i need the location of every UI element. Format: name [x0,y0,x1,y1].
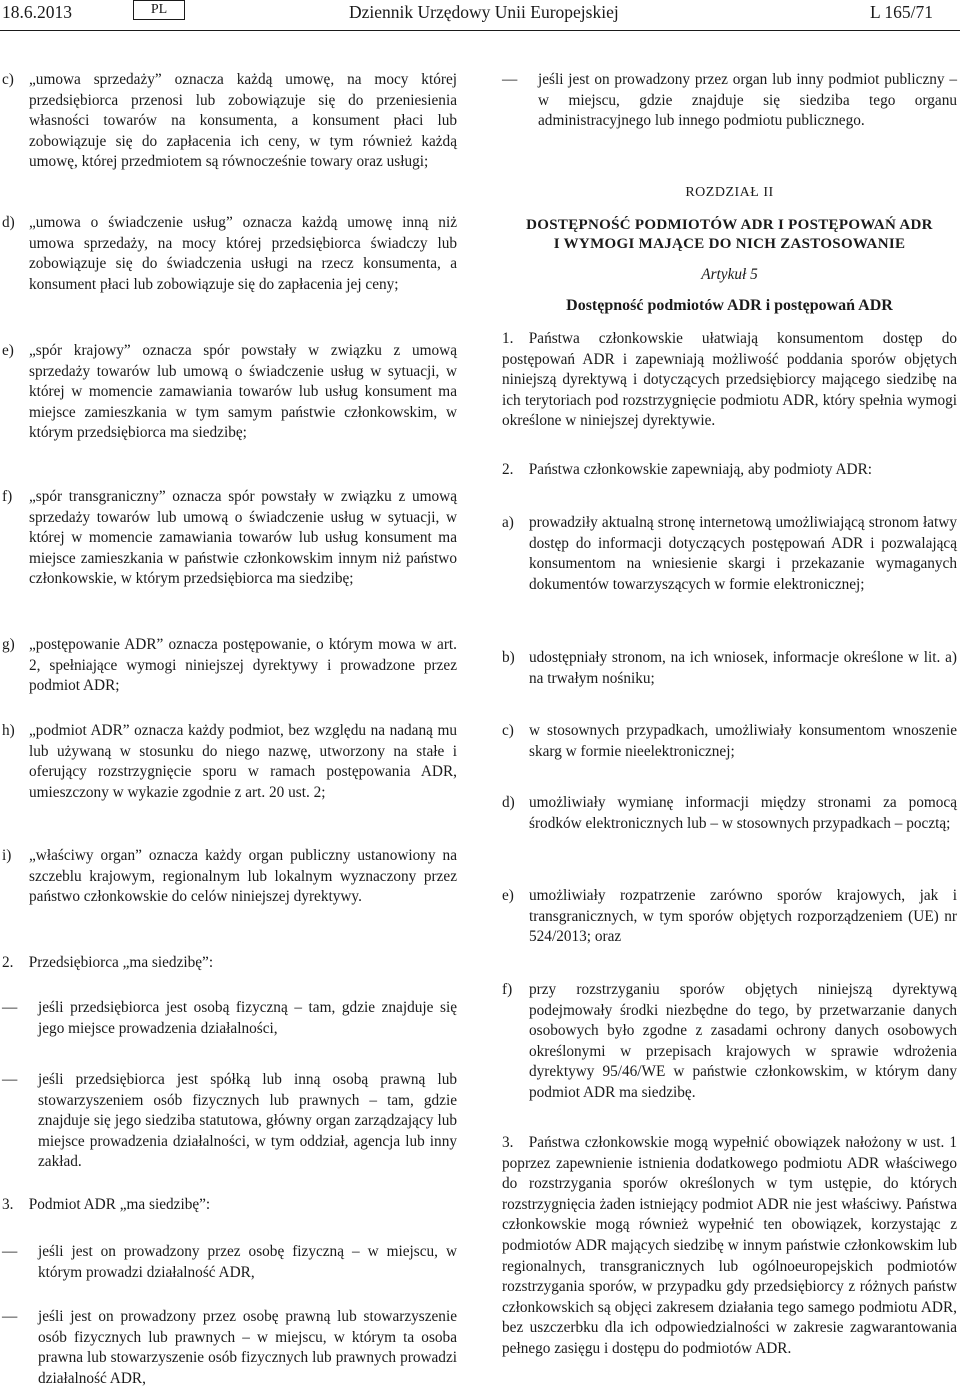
header-rule [0,30,960,31]
item-text: „postępowanie ADR” oznacza postępowanie, o którym mowa w art. 2, spełniające wymogi niniejszej dyrektywy i prowadzone przez podmiot ADR; [29,636,457,695]
article-title: Dostępność podmiotów ADR i postępowań ADR [566,297,893,314]
paragraph-2 [2,953,457,974]
dash-item [2,1070,457,1173]
item-text: „umowa o świadczenie usług” oznacza każdą umowę inną niż umowa sprzedaży, na mocy której przedsiębiorca świadczy lub zobowiązuje się do świadczenia usługi na rzecz konsumenta, a konsument płaci lub zobowiązuje się do zapłacenia jej ceny; [29,214,457,293]
paragraph-3 [502,1133,957,1360]
definition-g [2,635,457,697]
item-text: „spór transgraniczny” oznacza spór powstały w związku z umową sprzedaży towarów lub umową o świadczenie usług w sytuacji, w której w momencie zamawiania towarów lub usług konsument ma miejsce zamieszkania w państwie członkowskim innym niż państwo członkowskie, w którym przedsiębiorca ma siedzibę; [29,488,457,588]
dash-text: jeśli jest on prowadzony przez osobę fizyczną – w miejscu, w którym prowadzi działalność ADR, [38,1243,457,1281]
item-text: umożliwiały wymianę informacji między stronami za pomocą środków elektronicznych lub – w stosownych przypadkach – pocztą; [529,794,957,832]
dash-text: jeśli przedsiębiorca jest spółką lub inną osobą prawną lub stowarzyszeniem osób fizycznych lub prawnych – tam, gdzie znajduje się jego siedziba statutowa, główny organ zarządzający lub miejsce prowadzenia działalności, w tym oddział, agencja lub inny zakład. [38,1071,457,1171]
dash-item [2,998,457,1039]
dash-marker: — [502,71,518,88]
item-label: b) [502,649,515,666]
dash-marker: — [2,1308,18,1325]
dash-text: jeśli przedsiębiorca jest osobą fizyczną – tam, gdzie znajduje się jego miejsce prowadzenia działalności, [38,999,457,1037]
item-label: h) [2,722,15,739]
paragraph-text: 2. Przedsiębiorca „ma siedzibę”: [2,954,214,971]
dash-marker: — [2,1243,18,1260]
definition-h [2,721,457,803]
list-item-b [502,648,957,689]
item-label: c) [2,71,14,88]
dash-item [502,70,957,132]
paragraph-text: 1. Państwa członkowskie ułatwiają konsumentom dostęp do postępowań ADR i zapewniają możliwość poddania sporów objętych niniejszą dyrektywą i dotyczących przedsiębiorcy mającego siedzibę na ich terytoriach pod rozstrzygnięcie podmiotu ADR, który spełnia wymogi określone w niniejszej dyrektywie. [502,330,957,430]
dash-text: jeśli jest on prowadzony przez osobę prawną lub stowarzyszenie osób fizycznych lub prawnych – w miejscu, w którym ta osoba prawna lub stowarzyszenie osób fizycznych lub prawnych prowadzi działalność ADR, [38,1308,457,1387]
item-label: e) [502,887,514,904]
page-number: L 165/71 [870,2,934,22]
header-date: 18.6.2013 [2,2,72,22]
paragraph-2 [502,460,957,481]
page-header [0,0,960,34]
item-label: a) [502,514,514,531]
item-text: „spór krajowy” oznacza spór powstały w związku z umową sprzedaży towarów lub umową o świadczenie usług w sytuacji, w której w momencie zamawiania towarów lub usług konsument ma miejsce zamieszkania w tym samym państwie członkowskim, w którym przedsiębiorca ma siedzibę; [29,342,457,442]
item-label: d) [502,794,515,811]
item-text: przy rozstrzyganiu sporów objętych niniejszą dyrektywą podejmowały środki niezbędne do tego, by przetwarzanie danych osobowych było zgodne z zasadami ochrony danych osobowych określonymi w przepisach krajowych w sprawie wdrożenia dyrektywy 95/46/WE w państwie członkowskim, w którym dany podmiot ADR ma siedzibę. [529,981,957,1101]
list-item-e [502,886,957,948]
list-item-f [502,980,957,1104]
paragraph-text: 2. Państwa członkowskie zapewniają, aby podmioty ADR: [502,461,873,478]
item-text: udostępniały stronom, na ich wniosek, informacje określone w lit. a) na trwałym nośniku; [529,649,957,687]
definition-c [2,70,457,173]
paragraph-3 [2,1195,457,1216]
item-label: i) [2,847,12,864]
journal-title: Dziennik Urzędowy Unii Europejskiej [349,2,619,22]
paragraph-text: 3. Podmiot ADR „ma siedzibę”: [2,1196,211,1213]
list-item-c [502,721,957,762]
item-label: d) [2,214,15,231]
item-text: „umowa sprzedaży” oznacza każdą umowę, na mocy której przedsiębiorca przenosi lub zobowiązuje się do przeniesienia własności towarów na konsumenta, a konsument płaci lub zobowiązuje się do zapłacenia ich ceny, w tym również każdą umowę, której przedmiotem są równocześnie towary oraz usługi; [29,71,457,171]
dash-marker: — [2,999,18,1016]
definition-d [2,213,457,295]
chapter-title-line-1: DOSTĘPNOŚĆ PODMIOTÓW ADR I POSTĘPOWAŃ ADR [526,217,933,233]
chapter-label: ROZDZIAŁ II [685,185,774,200]
item-text: w stosownych przypadkach, umożliwiały konsumentom wnoszenie skarg w formie nieelektronicznej; [529,722,957,760]
language-badge: PL [133,0,185,20]
item-label: f) [2,488,13,505]
item-label: e) [2,342,14,359]
paragraph-text: 3. Państwa członkowskie mogą wypełnić obowiązek nałożony w ust. 1 poprzez zapewnienie istnienia dodatkowego podmiotu ADR właściwego do rozstrzygania sporów określonych w tym ustępie, do których rozstrzygnięcia żaden istniejący podmiot ADR nie jest właściwy. Państwa członkowskie mogą również wypełnić ten obowiązek, korzystając z podmiotów ADR mających siedzibę w innym państwie członkowskim lub regionalnych, transgranicznych lub ogólnoeuropejskich podmiotów rozstrzygania sporów, w przypadku gdy przedsiębiorcy z różnych państw członkowskich są objęci zakresem działania tego samego podmiotu ADR, bez uszczerbku dla ich odpowiedzialności w zakresie zagwarantowania pełnego zasięgu i dostępu do podmiotów ADR. [502,1134,957,1357]
definition-i [2,846,457,908]
item-text: „właściwy organ” oznacza każdy organ publiczny ustanowiony na szczeblu krajowym, regionalnym lub lokalnym wyznaczony przez państwo członkowskie do celów niniejszej dyrektywy. [29,847,457,906]
chapter-title-line-2: I WYMOGI MAJĄCE DO NICH ZASTOSOWANIE [553,236,906,252]
item-label: c) [502,722,514,739]
item-text: prowadziły aktualną stronę internetową umożliwiającą stronom łatwy dostęp do informacji dotyczących postępowań ADR i pozwalającą konsumentom na wniesienie skargi i przekazanie wymaganych dokumentów towarzyszących w formie elektronicznej; [529,514,957,593]
dash-marker: — [2,1071,18,1088]
paragraph-1 [502,329,957,432]
definition-e [2,341,457,444]
article-number: Artykuł 5 [701,266,758,283]
list-item-d [502,793,957,834]
dash-item [2,1307,457,1389]
dash-text: jeśli jest on prowadzony przez organ lub inny podmiot publiczny – w miejscu, gdzie znajduje się siedziba tego organu administracyjnego lub innego podmiotu publicznego. [538,71,957,130]
item-label: f) [502,981,513,998]
item-label: g) [2,636,15,653]
list-item-a [502,513,957,595]
dash-item [2,1242,457,1283]
item-text: umożliwiały rozpatrzenie zarówno sporów krajowych, jak i transgranicznych, w tym sporów objętych rozporządzeniem (UE) nr 524/2013; oraz [529,887,957,946]
definition-f [2,487,457,590]
item-text: „podmiot ADR” oznacza każdy podmiot, bez względu na nadaną mu lub używaną w stosunku do niego nazwę, utworzony na stałe i oferujący rozstrzygnięcie sporu w ramach postępowania ADR, umieszczony w wykazie zgodnie z art. 20 ust. 2; [29,722,457,801]
